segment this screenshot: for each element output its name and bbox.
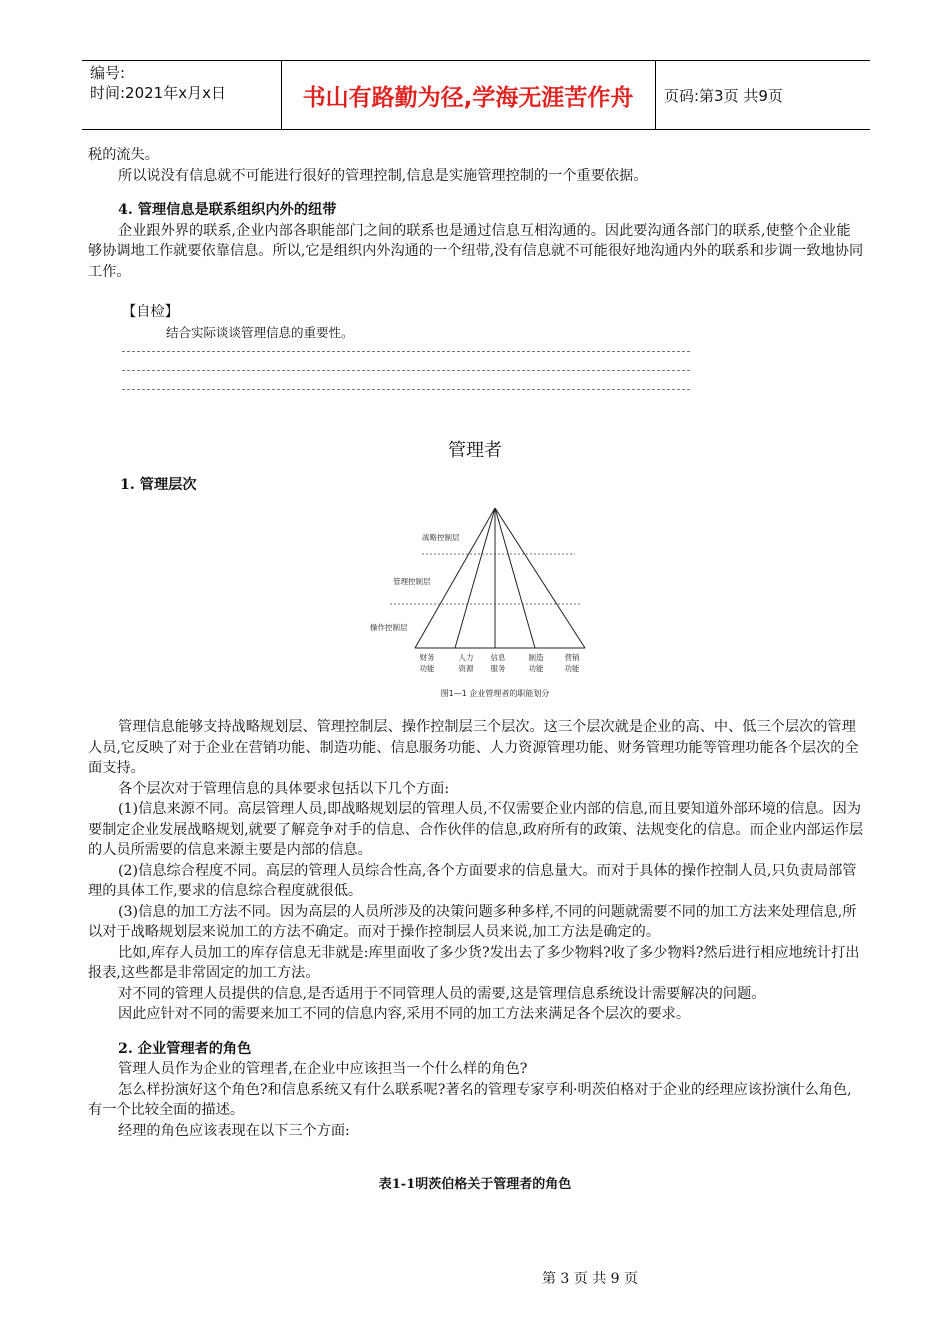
- function-label: 功能: [419, 664, 435, 673]
- answer-line: [122, 370, 690, 371]
- management-levels-figure: [360, 500, 620, 705]
- section-title: 管理者: [448, 440, 502, 461]
- text-line: 所以说没有信息就不可能进行很好的管理控制,信息是实施管理控制的一个重要依据。: [118, 167, 648, 184]
- table-title: 表1-1明茨伯格关于管理者的角色: [378, 1177, 572, 1192]
- paragraph: 对不同的管理人员提供的信息,是否适用于不同管理人员的需要,这是管理信息系统设计需要解决的问题。: [118, 985, 766, 1002]
- subheading-levels: 1. 管理层次: [120, 477, 197, 493]
- paragraph: 因此应针对不同的需要来加工不同的信息内容,采用不同的加工方法来满足各个层次的要求。: [118, 1006, 691, 1022]
- paragraph: (2)信息综合程度不同。高层的管理人员综合性高,各个方面要求的信息量大。而对于具体的操作控制人员,只负责局部管理的具体工作,要求的信息综合程度就很低。: [88, 862, 857, 899]
- page-header: [82, 60, 870, 130]
- answer-line: [122, 389, 690, 390]
- self-check-label: 【自检】: [122, 304, 179, 320]
- level-label: 操作控制层: [370, 623, 408, 632]
- header-left: [90, 63, 280, 127]
- paragraph: (3)信息的加工方法不同。因为高层的人员所涉及的决策问题多种多样,不同的问题就需要不同的加工方法来处理信息,所以对于战略规划层来说加工的方法不确定。而对于操作控制层人员来说,加工方法是确定的。: [88, 903, 857, 940]
- main-section: [88, 717, 864, 1141]
- paragraph: 管理人员作为企业的管理者,在企业中应该担当一个什么样的角色?: [118, 1061, 528, 1077]
- answer-line: [122, 351, 690, 352]
- function-label: 功能: [564, 664, 580, 673]
- self-check-question: 结合实际谈谈管理信息的重要性。: [166, 324, 354, 340]
- function-label: 财务: [419, 653, 435, 662]
- level-label: 管理控制层: [393, 577, 431, 586]
- paragraph: 管理信息能够支持战略规划层、管理控制层、操作控制层三个层次。这三个层次就是企业的高、中、低三个层次的管理人员,它反映了对于企业在营销功能、制造功能、信息服务功能、人力资源管理功能、财务管理功能等管理功能各个层次的全面支持。: [88, 719, 859, 776]
- function-label: 制造: [528, 653, 544, 662]
- function-label: 人力: [458, 653, 474, 662]
- header-divider: [655, 61, 656, 129]
- figure-caption: 图1—1 企业管理者的职能划分: [440, 689, 550, 698]
- function-label: 服务: [490, 664, 506, 673]
- function-label: 营销: [564, 653, 580, 662]
- header-page-info: 页码:第3页 共9页: [664, 86, 783, 105]
- page-footer: 第 3 页 共 9 页: [541, 1271, 639, 1287]
- level-label: 战略控制层: [422, 533, 460, 542]
- paragraph: (1)信息来源不同。高层管理人员,即战略规划层的管理人员,不仅需要企业内部的信息,而且要知道外部环境的信息。因为要制定企业发展战略规划,就要了解竞争对手的信息、合作伙伴的信息,政府所有的政策、法规变化的信息。而企业内部运作层的人员所需要的信息来源主要是内部的信息。: [88, 801, 864, 858]
- paragraph: 企业跟外界的联系,企业内部各职能部门之间的联系也是通过信息互相沟通的。因此要沟通各部门的联系,使整个企业能够协调地工作就要依靠信息。所以,它是组织内外沟通的一个纽带,没有信息就不可能很好地沟通内外的联系和步调一致地协同工作。: [88, 222, 864, 280]
- date-label: 时间:2021年x月x日: [90, 84, 226, 102]
- paragraph: 比如,库存人员加工的库存信息无非就是:库里面收了多少货?发出去了多少物料?收了多少物料?然后进行相应地统计打出报表,这些都是非常固定的加工方法。: [88, 944, 860, 981]
- number-label: 编号:: [90, 64, 126, 82]
- pyramid-edge: [495, 508, 585, 648]
- header-motto: 书山有路勤为径,学海无涯苦作舟: [302, 84, 634, 111]
- subheading-roles: 2. 企业管理者的角色: [118, 1040, 252, 1057]
- function-label: 功能: [528, 664, 544, 673]
- pyramid-edge: [495, 508, 535, 648]
- paragraph: 经理的角色应该表现在以下三个方面:: [118, 1122, 350, 1139]
- paragraph: 各个层次对于管理信息的具体要求包括以下几个方面:: [118, 780, 450, 797]
- pyramid-edge: [455, 508, 495, 648]
- paragraph: 怎么样扮演好这个角色?和信息系统又有什么联系呢?著名的管理专家亨利·明茨伯格对于企业的经理应该扮演什么角色,有一个比较全面的描述。: [88, 1081, 852, 1118]
- top-section: [88, 145, 864, 343]
- function-label: 资源: [458, 664, 474, 673]
- heading-4: 4. 管理信息是联系组织内外的纽带: [118, 202, 337, 218]
- function-label: 信息: [490, 653, 506, 662]
- text-line: 税的流失。: [88, 147, 159, 163]
